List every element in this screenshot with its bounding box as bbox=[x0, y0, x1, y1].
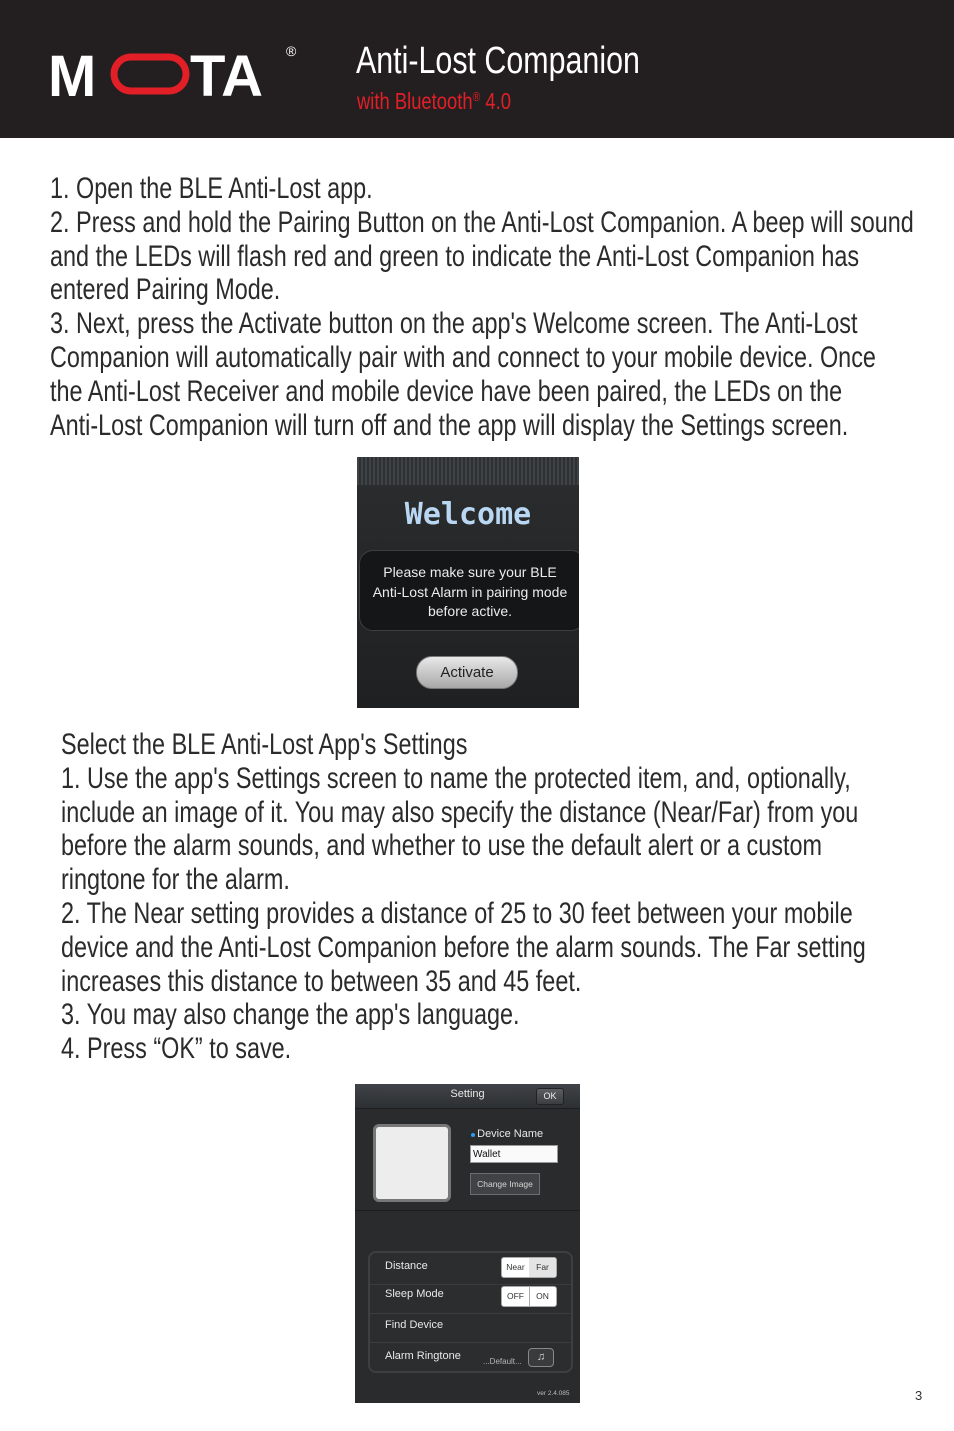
svg-text:®: ® bbox=[286, 43, 297, 59]
section-heading: Select the BLE Anti-Lost App's Settings bbox=[61, 728, 468, 761]
alarm-ringtone-label: Alarm Ringtone bbox=[385, 1350, 461, 1362]
instruction-line: 2. Press and hold the Pairing Button on the Anti-Lost Companion. A beep will sound bbox=[50, 205, 914, 239]
instruction-line: and the LEDs will flash red and green to indicate the Anti-Lost Companion has bbox=[50, 239, 860, 273]
settings-screenshot bbox=[355, 1084, 580, 1403]
on-option[interactable]: ON bbox=[536, 1291, 549, 1301]
find-device-row[interactable]: Find Device bbox=[385, 1319, 444, 1331]
nav-bar bbox=[355, 1084, 580, 1109]
instruction-line: 1. Use the app's Settings screen to name the protected item, and, optionally, bbox=[61, 761, 851, 795]
instruction-line: 3. You may also change the app's language. bbox=[61, 998, 520, 1032]
device-name-field[interactable]: Wallet bbox=[470, 1145, 558, 1163]
instruction-line: 3. Next, press the Activate button on the app's Welcome screen. The Anti-Lost bbox=[50, 307, 858, 341]
near-option[interactable]: Near bbox=[502, 1258, 530, 1277]
instruction-line: 1. Open the BLE Anti-Lost app. bbox=[50, 172, 373, 205]
settings-title: Setting bbox=[450, 1088, 485, 1100]
welcome-screenshot bbox=[357, 457, 579, 708]
page-title: Anti-Lost Companion bbox=[356, 40, 640, 82]
ok-button[interactable]: OK bbox=[536, 1088, 564, 1105]
item-image-placeholder[interactable] bbox=[373, 1124, 451, 1202]
settings-instructions bbox=[61, 728, 866, 1066]
instruction-line: entered Pairing Mode. bbox=[50, 273, 281, 307]
page-subtitle: with Bluetooth® 4.0 bbox=[357, 88, 511, 114]
instruction-line: Anti-Lost Companion will turn off and the app will display the Settings screen. bbox=[50, 408, 849, 442]
distance-toggle[interactable] bbox=[501, 1257, 557, 1278]
version-label: ver 2.4.085 bbox=[537, 1390, 570, 1397]
distance-label: Distance bbox=[385, 1260, 428, 1272]
svg-text:TA: TA bbox=[190, 44, 264, 102]
mota-logo bbox=[48, 40, 298, 102]
device-name-label: Device Name bbox=[477, 1128, 544, 1140]
instruction-line: device and the Anti-Lost Companion before the alarm sounds. The Far setting bbox=[61, 930, 866, 964]
header-bar bbox=[0, 0, 954, 138]
instruction-line: 4. Press “OK” to save. bbox=[61, 1032, 292, 1066]
row-divider bbox=[370, 1284, 571, 1285]
instruction-line: 2. The Near setting provides a distance of 25 to 30 feet between your mobile bbox=[61, 896, 853, 930]
sleep-mode-toggle[interactable] bbox=[501, 1286, 557, 1307]
row-divider bbox=[370, 1342, 571, 1343]
music-note-icon[interactable]: ♫ bbox=[528, 1348, 554, 1367]
page-number: 3 bbox=[915, 1388, 923, 1403]
far-option[interactable]: Far bbox=[529, 1258, 556, 1277]
welcome-title: Welcome bbox=[404, 497, 532, 532]
instruction-line: increases this distance to between 35 and 45 feet. bbox=[61, 964, 582, 998]
pairing-instructions bbox=[50, 172, 914, 442]
change-image-button[interactable]: Change Image bbox=[470, 1173, 540, 1195]
instruction-line: Companion will automatically pair with and connect to your mobile device. Once bbox=[50, 340, 876, 374]
svg-text:M: M bbox=[48, 44, 97, 102]
settings-table bbox=[368, 1251, 573, 1373]
sleep-mode-label: Sleep Mode bbox=[385, 1288, 444, 1300]
divider bbox=[355, 1210, 580, 1211]
instruction-line: ringtone for the alarm. bbox=[61, 863, 290, 897]
status-strip bbox=[357, 457, 579, 485]
instruction-line: the Anti-Lost Receiver and mobile device have been paired, the LEDs on the bbox=[50, 374, 843, 408]
instruction-line: include an image of it. You may also specify the distance (Near/Far) from you bbox=[61, 795, 859, 829]
row-divider bbox=[370, 1313, 571, 1314]
ringtone-value: ...Default... bbox=[483, 1357, 522, 1366]
off-option[interactable]: OFF bbox=[502, 1287, 530, 1306]
instruction-line: before the alarm sounds, and whether to use the default alert or a custom bbox=[61, 829, 822, 863]
welcome-message: Please make sure your BLE Anti-Lost Alarm in pairing mode before active. bbox=[372, 564, 568, 619]
activate-button[interactable]: Activate bbox=[416, 656, 518, 689]
